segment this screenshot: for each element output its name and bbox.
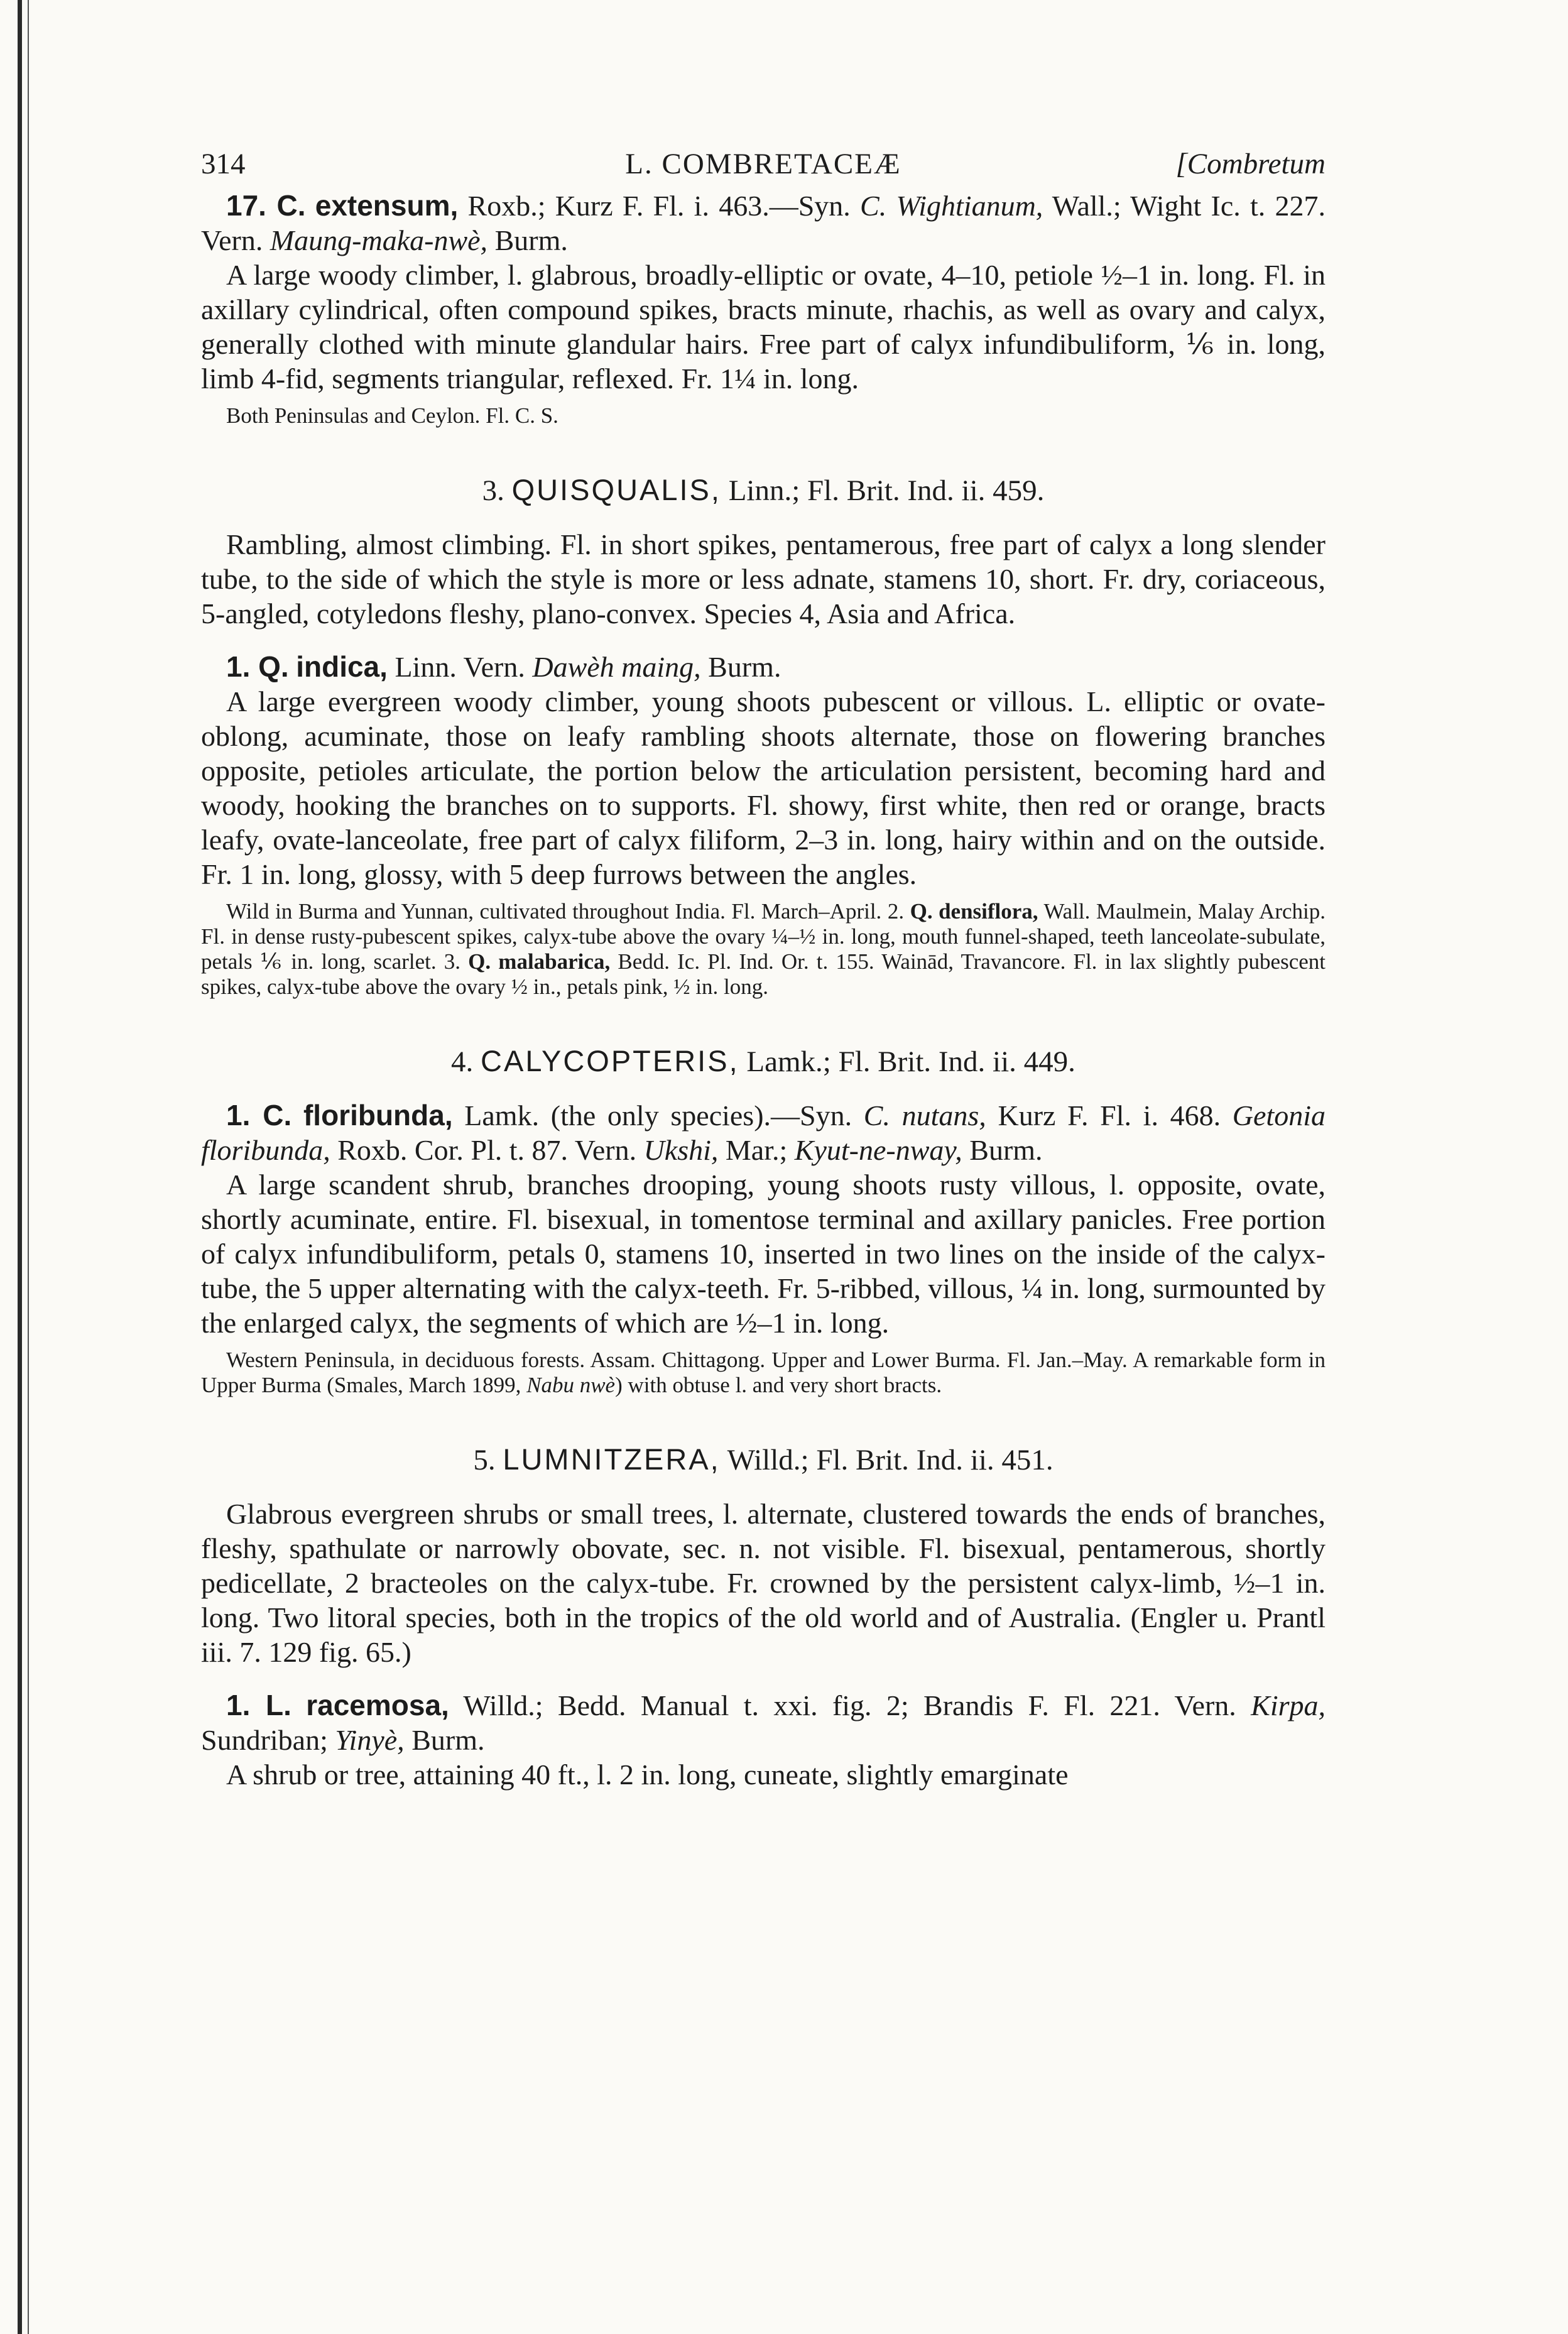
species-name: indica, (296, 650, 388, 683)
entry-c-extensum (201, 188, 1326, 428)
species-name: racemosa, (306, 1689, 449, 1721)
species-description: A large evergreen woody climber, young shoots pubescent or villous. L. elliptic or ovate-oblong, acuminate, those on leafy rambling shoots alternate, those on flowering branches opposite, petioles articulate, the portion below the articulation persistent, becoming hard and woody, hooking the branches on to supports. Fl. showy, first white, then red or orange, bracts leafy, ovate-lanceolate, free part of calyx filiform, 2–3 in. long, hairy within and on the outside. Fr. 1 in. long, glossy, with 5 deep furrows between the angles. (201, 685, 1326, 890)
synonym: C. Wightianum, (860, 190, 1043, 222)
species-header (201, 650, 1326, 684)
genus-number: 4. (451, 1045, 474, 1078)
vernacular-name: Nabu nwè (526, 1373, 616, 1397)
note-text: Western Peninsula, in deciduous forests. Assam. Chittagong. Upper and Lower Burma. Fl. Jan.–May. A remarkable form in Upper Burma (Smales, March 1899, (201, 1348, 1326, 1397)
citation: Linn. Vern. (387, 651, 533, 683)
vernacular-name: Kirpa, (1251, 1689, 1326, 1721)
note-species: Q. malabarica, (468, 949, 611, 974)
citation: Wall.; Wight Ic. t. 227. Vern. (201, 190, 1326, 256)
citation: Lamk.; Fl. Brit. Ind. ii. 449. (739, 1045, 1075, 1078)
citation: Linn.; Fl. Brit. Ind. ii. 459. (721, 474, 1045, 507)
species-number: 1. Q. (226, 650, 289, 683)
species-number: 17. C. (226, 189, 306, 222)
genus-name: QUISQUALIS, (511, 473, 721, 506)
citation: Willd.; Bedd. Manual t. xxi. fig. 2; Brandis F. Fl. 221. Vern. (449, 1689, 1251, 1721)
entry-c-floribunda (201, 1098, 1326, 1398)
distribution-note (201, 1348, 1326, 1398)
page-number: 314 (201, 148, 246, 180)
species-header (201, 188, 1326, 258)
note-text: Bedd. Ic. Pl. Ind. Or. t. 155. Wainād, Travancore. Fl. in lax slightly pubescent spikes, calyx-tube above the ovary ½ in., petals pink, ½ in. long. (201, 949, 1326, 999)
running-head (201, 132, 1326, 188)
species-description: A large scandent shrub, branches drooping, young shoots rusty villous, l. opposite, ovate, shortly acuminate, entire. Fl. bisexual, in tomentose terminal and axillary panicles. Free portion of calyx infundibuliform, petals 0, stamens 10, inserted in two lines on the inside of the calyx-tube, the 5 upper alternating with the calyx-teeth. Fr. 5-ribbed, villous, ¼ in. long, surmounted by the enlarged calyx, the segments of which are ½–1 in. long. (201, 1169, 1326, 1339)
species-number: 1. L. (226, 1689, 291, 1721)
species-name: floribunda, (303, 1099, 453, 1132)
citation: Sundriban; (201, 1724, 335, 1756)
genus-name: LUMNITZERA, (503, 1442, 721, 1476)
genus-quisqualis (201, 472, 1326, 631)
synonym: C. nutans, (863, 1099, 986, 1132)
vernacular-name: Kyut-ne-nway, (794, 1134, 962, 1166)
genus-heading (201, 1044, 1326, 1079)
page-edge-shadow (18, 0, 22, 2334)
synonym: Getonia floribunda, (201, 1099, 1326, 1166)
vernacular-name: Yinyè, (335, 1724, 405, 1756)
species-number: 1. C. (226, 1099, 292, 1132)
genus-number: 5. (473, 1444, 496, 1476)
citation: Burm. (404, 1724, 485, 1756)
species-header (201, 1098, 1326, 1167)
page (201, 132, 1326, 1792)
citation: Lamk. (the only species).—Syn. (452, 1099, 864, 1132)
page-edge-line (28, 0, 29, 2334)
genus-heading (201, 1442, 1326, 1478)
species-header (201, 1688, 1326, 1757)
genus-calycopteris (201, 1044, 1326, 1079)
vernacular-name: Dawèh maing, (532, 651, 701, 683)
vernacular-name: Maung-maka-nwè, (270, 224, 488, 256)
note-species: Q. densiflora, (910, 899, 1038, 924)
note-text: Wild in Burma and Yunnan, cultivated throughout India. Fl. March–April. 2. (226, 899, 910, 924)
distribution-note: Both Peninsulas and Ceylon. Fl. C. S. (226, 403, 558, 428)
species-description: A shrub or tree, attaining 40 ft., l. 2 in. long, cuneate, slightly emarginate (226, 1759, 1069, 1791)
genus-heading (201, 472, 1326, 508)
entry-q-indica (201, 650, 1326, 1000)
genus-description: Glabrous evergreen shrubs or small trees, l. alternate, clustered towards the ends of branches, fleshy, spathulate or narrowly obovate, sec. n. not visible. Fl. bisexual, pentamerous, shortly pedicellate, 2 bracteoles on the calyx-tube. Fr. crowned by the persistent calyx-limb, ½–1 in. long. Two litoral species, both in the tropics of the old world and of Australia. (Engler u. Prantl iii. 7. 129 fig. 65.) (201, 1498, 1326, 1668)
citation: Burm. (487, 224, 568, 256)
running-genus: [Combretum (1175, 148, 1326, 180)
citation: Roxb.; Kurz F. Fl. i. 463.—Syn. (458, 190, 861, 222)
genus-number: 3. (482, 474, 504, 507)
note-text: Wall. Maulmein, Malay Archip. Fl. in dense rusty-pubescent spikes, calyx-tube above the ovary ¼–½ in. long, mouth funnel-shaped, teeth lanceolate-subulate, petals ⅙ in. long, scarlet. 3. (201, 899, 1326, 974)
species-name: extensum, (315, 189, 459, 222)
citation: Kurz F. Fl. i. 468. (986, 1099, 1233, 1132)
distribution-note (201, 899, 1326, 1000)
vernacular-name: Ukshi, (643, 1134, 719, 1166)
citation: Burm. (962, 1134, 1043, 1166)
genus-lumnitzera (201, 1442, 1326, 1669)
genus-name: CALYCOPTERIS, (481, 1044, 739, 1077)
note-text: ) with obtuse l. and very short bracts. (615, 1373, 942, 1397)
genus-description: Rambling, almost climbing. Fl. in short spikes, pentamerous, free part of calyx a long slender tube, to the side of which the style is more or less adnate, stamens 10, short. Fr. dry, coriaceous, 5-angled, cotyledons fleshy, plano-convex. Species 4, Asia and Africa. (201, 528, 1326, 630)
section-title: L. COMBRETACEÆ (625, 148, 901, 180)
citation: Willd.; Fl. Brit. Ind. ii. 451. (720, 1444, 1054, 1476)
entry-l-racemosa (201, 1688, 1326, 1792)
citation: Mar.; (718, 1134, 795, 1166)
species-description: A large woody climber, l. glabrous, broadly-elliptic or ovate, 4–10, petiole ½–1 in. long. Fl. in axillary cylindrical, often compound spikes, bracts minute, rhachis, as well as ovary and calyx, generally clothed with minute glandular hairs. Free part of calyx infundibuliform, ⅙ in. long, limb 4-fid, segments triangular, reflexed. Fr. 1¼ in. long. (201, 259, 1326, 395)
citation: Roxb. Cor. Pl. t. 87. Vern. (330, 1134, 644, 1166)
citation: Burm. (700, 651, 781, 683)
